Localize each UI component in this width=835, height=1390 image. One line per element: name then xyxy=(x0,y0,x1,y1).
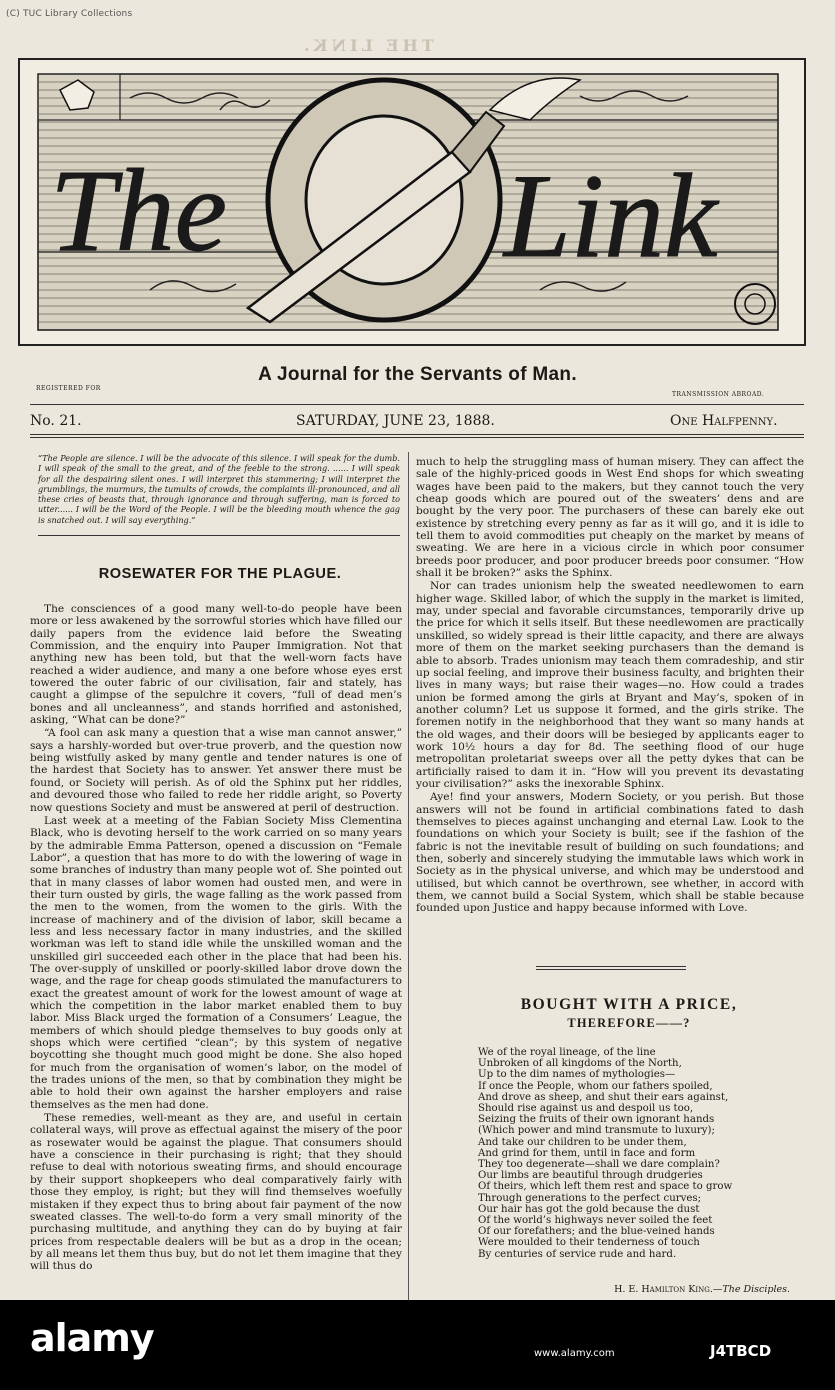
article-paragraph: Last week at a meeting of the Fabian Society Miss Clementina Black, who is devoting herself to the work carried on so many years by the admirable Emma Patterson, opened a discussion on “Female Labor”, a question that has more to do with the lowering of wage in some branches of industry than many people wot of. She pointed out that in many classes of labor women had ousted men, and were in their turn ousted by girls, the wage falling as the work passed from the men to the women, from the women to the girls. With the increase of machinery and of the division of labor, skill became a less and less necessary factor in many industries, and the skilled workman was left to stand idle while the unskilled woman and the unskilled girl succeeded each other in the place that had been his. The over-supply of unskilled or poorly-skilled labor drove down the wage, and the rage for cheap goods stimulated the manufacturers to exact the greatest amount of work for the lowest amount of wage at which the competition in the labor market enabled them to buy labor. Miss Black urged the formation of a Consumers’ League, the members of which should pledge themselves to buy goods only at shops which were certified “clean”; by this system of negative boycotting she thought much good might be done. She also hoped for much from the organisation of women’s labor, on the model of the trades unions of the men, so that by combination they might be able to hold their own against the harsher employers and raise themselves as the men had done. xyxy=(30,814,402,1111)
dateline-double-rule xyxy=(30,437,804,438)
poem-attribution xyxy=(500,1284,790,1295)
masthead-illustration xyxy=(18,58,806,346)
issue-number: No. 21. xyxy=(30,413,82,429)
poem-line: If once the People, whom our fathers spoiled, xyxy=(478,1080,713,1092)
column-right xyxy=(416,456,804,956)
poem-line: Seizing the fruits of their own ignorant hands xyxy=(478,1114,715,1126)
alamy-logo: alamy xyxy=(30,1316,154,1360)
article-heading-rosewater: ROSEWATER FOR THE PLAGUE. xyxy=(98,566,342,582)
poem-line: Unbroken of all kingdoms of the North, xyxy=(478,1058,682,1070)
article-paragraph: The consciences of a good many well-to-do people have been more or less awakened by the sorrowful stories which have filled our daily papers from the evidence laid before the Sweating Commission, and the enquiry into Pauper Immigration. Not that anything new has been told, but that the well-worn facts have reached a wider audience, and many a one before whose eyes erst towered the outer fabric of our civilisation, fair and stately, has caught a glimpse of the sepulchre it covers, “full of dead men’s bones and all uncleanness”, and stands horrified and astonished, asking, “What can be done?” xyxy=(30,603,402,727)
poem-line: We of the royal lineage, of the line xyxy=(478,1047,656,1058)
poem-line: Of theirs, which left them rest and space to grow xyxy=(478,1181,733,1193)
poem-line: And grind for them, until in face and form xyxy=(478,1147,696,1159)
article-heading-bought: BOUGHT WITH A PRICE, xyxy=(520,996,738,1013)
article-paragraph: much to help the struggling mass of human misery. They can affect the sale of the highly-priced goods in West End shops for which sweating wages have been paid to the makers, but they cannot touch the very cheap goods which are poured out of the sweaters’ dens and are bought by the very poor. The purchasers of these can barely eke out existence by stretching every penny as far as it will go, and it is idle to tell them to avoid commodities put cheaply on the market by means of sweating. We are here in a vicious circle in which poor consumer breeds poor producer, and poor producer breeds poor consumer. “How shall it be broken?” asks the Sphinx. xyxy=(416,456,804,580)
poem-line: And take our children to be under them, xyxy=(478,1136,687,1148)
section-rule-2 xyxy=(536,969,686,970)
issue-price: One Halfpenny. xyxy=(670,413,778,429)
poem xyxy=(478,1047,798,1260)
poem-line: By centuries of service rude and hard. xyxy=(478,1248,677,1260)
poem-line: Our hair has got the gold because the dust xyxy=(478,1203,700,1215)
poem-line: Should rise against us and despoil us too, xyxy=(478,1103,694,1115)
copyright-watermark: (C) TUC Library Collections xyxy=(6,9,133,19)
journal-subtitle: A Journal for the Servants of Man. xyxy=(258,364,577,385)
poem-line: And drove as sheep, and shut their ears against, xyxy=(478,1091,729,1103)
article-subheading: THEREFORE——? xyxy=(567,1016,691,1030)
attribution-work: —The Disciples. xyxy=(712,1284,790,1295)
transmission-note: TRANSMISSION ABROAD. xyxy=(672,391,765,398)
poem-line: Up to the dim names of mythologies— xyxy=(478,1069,676,1081)
image-code: J4TBCD xyxy=(710,1342,772,1360)
poem-line: Were moulded to their tenderness of touch xyxy=(478,1237,700,1249)
dateline-top-rule xyxy=(30,404,804,405)
poem-line: Of the world’s highways never soiled the feet xyxy=(478,1215,713,1227)
title-the: The xyxy=(50,145,227,276)
epigraph-quote: “The People are silence. I will be the advocate of this silence. I will speak for the dumb. I will speak of the small to the great, and of the feeble to the strong. ...... I will speak for all the despairing silent ones. I will interpret this stammering; I will interpret the grumblings, the murmurs, the tumults of crowds, the complaints ill-pronounced, and all these cries of beasts that, through ignorance and through suffering, man is forced to utter...... I will be the Word of the People. I will be the bleeding mouth whence the gag is snatched out. I will say everything.” xyxy=(38,453,400,525)
article-paragraph: “A fool can ask many a question that a wise man cannot answer,” says a harshly-worded but over-true proverb, and the question now being wistfully asked by many gentle and tender natures is one of the hardest that Society has to answer. Yet answer there must be found, or Society will perish. As of old the Sphinx put her riddles, and devoured those who failed to rede her riddle aright, so Poverty now questions Society and must be answered at peril of destruction. xyxy=(30,727,402,814)
alamy-url: www.alamy.com xyxy=(534,1348,615,1359)
column-left xyxy=(30,603,402,1300)
issue-date: SATURDAY, JUNE 23, 1888. xyxy=(296,413,495,429)
epigraph-rule xyxy=(38,535,400,536)
poem-line: Our limbs are beautiful through drudgeries xyxy=(478,1170,703,1182)
poem-line: Of our forefathers; and the blue-veined hands xyxy=(478,1226,715,1238)
dateline-bottom-rule xyxy=(30,434,804,435)
registered-note: REGISTERED FOR xyxy=(36,385,101,392)
article-paragraph: Aye! find your answers, Modern Society, or you perish. But those answers will not be found in artificial combinations fated to dash themselves to pieces against unchanging and eternal Law. Look to the foundations on which your Society is built; see if the fashion of the fabric is not the inevitable result of building on such foundations; and then, soberly and sincerely studying the immutable laws which work in Society as in the physical universe, and which may be understood and utilised, but which cannot be overthrown, see whether, in accord with them, we cannot build a Social System, which shall be stable because founded upon Justice and happy because informed with Love. xyxy=(416,791,804,915)
attribution-author: H. E. Hamilton King. xyxy=(614,1284,713,1295)
show-through-title: THE LINK. xyxy=(300,36,434,55)
article-paragraph: These remedies, well-meant as they are, and useful in certain collateral ways, will prove as effectual against the misery of the poor as rosewater would be against the plague. That consumers should have a conscience in their purchasing is right; that they should refuse to deal with notorious sweating firms, and should encourage by their support shopkeepers who deal comparatively fairly with those they employ, is right; but they will find themselves woefully mistaken if they expect thus to bring about fair payment of the now sweated classes. The well-to-do form a very small minority of the purchasing multitude, and anything they can do by buying at fair prices from respectable dealers will be but as a drop in the ocean; by all means let them thus buy, but do not let them imagine that they will thus do xyxy=(30,1112,402,1273)
poem-line: (Which power and mind transmute to luxury); xyxy=(478,1125,715,1137)
article-paragraph: Nor can trades unionism help the sweated needlewomen to earn higher wage. Skilled labor, of which the supply in the market is limited, may, under special and favorable circumstances, temporarily drive up the price for which it sells itself. But these needlewomen are practically unskilled, so widely spread is their little capacity, and there are always more of them on the market seeking purchasers than the demand is able to absorb. Trades unionism may teach them comradeship, and stir up social feeling, and improve their business faculty, and brighten their lives in many ways; but raise their wages—no. How could a trades union be formed among the girls at Bryant and May’s, spoken of in another column? Let us suppose it formed, and the girls strike. The foremen notify in the neighborhood that they want so many hands at the old wages, and their doors will be besieged by applicants eager to work 10½ hours a day for 8d. The seething flood of our huge metropolitan proletariat sweeps over all the petty dykes that can be artificially raised to dam it in. “How will you prevent its devastating your civilisation?” asks the inexorable Sphinx. xyxy=(416,580,804,790)
section-rule xyxy=(536,966,686,967)
masthead-art xyxy=(20,60,804,344)
poem-line: Through generations to the perfect curves; xyxy=(478,1192,702,1204)
column-divider xyxy=(408,452,409,1300)
poem-line: They too degenerate—shall we dare complain? xyxy=(478,1159,720,1171)
title-link: Link xyxy=(504,149,718,282)
